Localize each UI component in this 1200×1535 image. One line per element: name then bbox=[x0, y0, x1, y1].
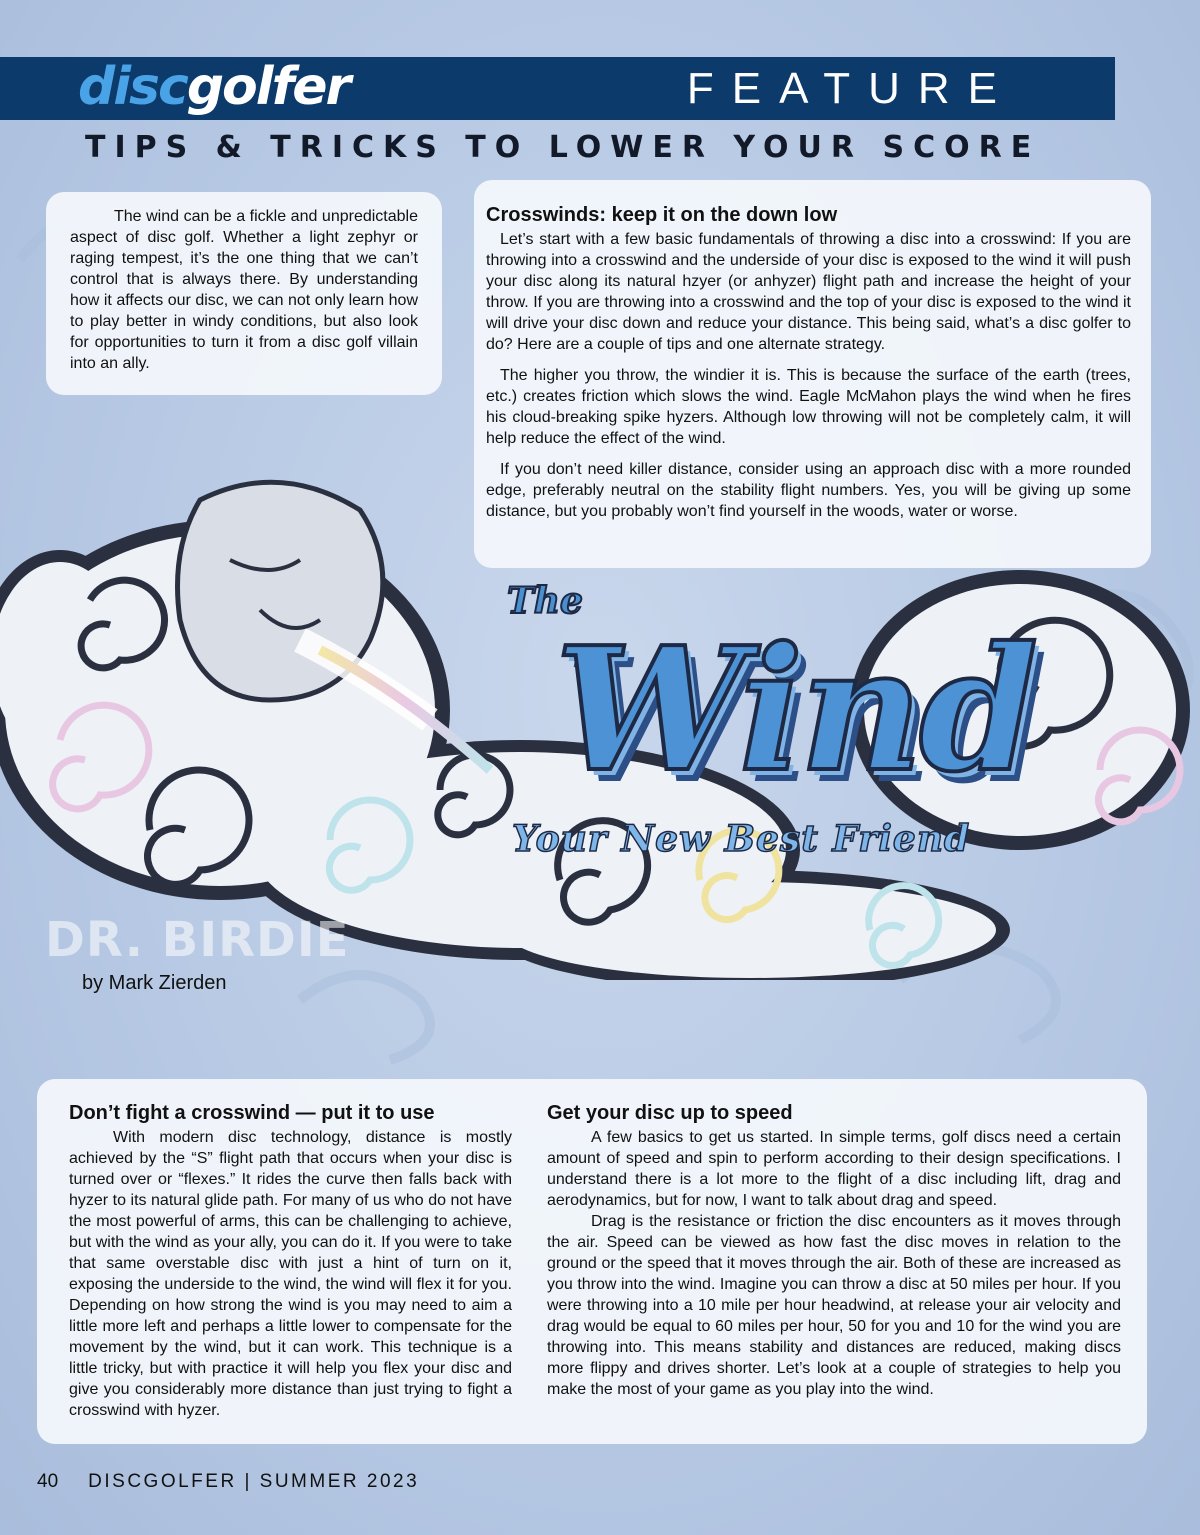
right-column-heading: Get your disc up to speed bbox=[547, 1102, 793, 1124]
right-column-paragraph-2: Drag is the resistance or friction the disc encounters as it moves through the air. Speed can be viewed as how fast the disc moves in relation to the ground or the speed that it moves through the air. Both of these are increased as you throw into the wind. Imagine you can throw a disc at 50 miles per hour. If you were throwing into a 10 mile per hour headwind, at release your air velocity and drag would be equal to 60 miles per hour, 50 for you and 10 for the wind you are throwing into. This means stability and distances are reduced, making discs more flippy and drives shorter. Let’s look at a couple of strategies to help you make the most of your game as you play into the wind. bbox=[547, 1213, 1121, 1398]
section-label: FEATURE bbox=[686, 64, 1015, 113]
right-column-paragraph-1: A few basics to get us started. In simple terms, golf discs need a certain amount of speed and spin to perform according to their design specifications. I understand there is a lot more to the flight of a disc including lift, drag and aerodynamics, but for now, I want to talk about drag and speed. bbox=[547, 1129, 1121, 1209]
tagline: TIPS & TRICKS TO LOWER YOUR SCORE bbox=[85, 130, 1041, 165]
left-column-text: With modern disc technology, distance is mostly achieved by the “S” flight path that occurs when your disc is turned over or “flexes.” It rides the curve then falls back with hyzer to its natural glide path. For many of us who do not have the most powerful of arms, this can be challenging to achieve, but with the wind as your ally, you can do it. If you were to take that same overstable disc with just a hint of turn on it, exposing the underside to the wind, the wind will flex it for you. Depending on how strong the wind is you may need to aim a little more left and perhaps a little lower to compensate for the movement by the wind, but it can work. This technique is a little tricky, but with practice it will help you flex your disc and give you considerably more distance than just trying to fight a crosswind with hyzer. bbox=[69, 1129, 512, 1419]
crosswinds-heading: Crosswinds: keep it on the down low bbox=[486, 204, 838, 226]
publication-info: DISCGOLFER | SUMMER 2023 bbox=[88, 1471, 420, 1492]
page-footer bbox=[37, 1471, 419, 1493]
title-the: The bbox=[507, 580, 583, 622]
left-column bbox=[69, 1101, 512, 1421]
logo-golfer-text: golfer bbox=[186, 57, 350, 117]
title-subtitle: Your New Best Friend bbox=[512, 818, 971, 860]
column-tag: DR. BIRDIE bbox=[45, 912, 350, 968]
bottom-box bbox=[37, 1079, 1147, 1444]
crosswinds-paragraph-3: If you don’t need killer distance, consider using an approach disc with a more rounded edge, preferably neutral on the stability flight numbers. Yes, you will be giving up some distance, but you probably won’t find yourself in the woods, water or worse. bbox=[486, 461, 1131, 520]
right-column bbox=[547, 1101, 1121, 1400]
title-wind: Wind bbox=[555, 610, 1034, 810]
crosswinds-paragraph-2: The higher you throw, the windier it is. This is because the surface of the earth (trees, etc.) creates friction which slows the wind. Eagle McMahon plays the wind when he fires his cloud-breaking spike hyzers. Although low throwing will not be completely calm, it will help reduce the effect of the wind. bbox=[486, 367, 1131, 447]
intro-text: The wind can be a fickle and unpredictable aspect of disc golf. Whether a light zephyr or raging tempest, it’s the one thing that we can’t control that is always there. By understanding how it affects our disc, we can not only learn how to play better in windy conditions, but also look for opportunities to turn it from a disc golf villain into an ally. bbox=[70, 208, 418, 372]
crosswinds-box bbox=[474, 180, 1151, 568]
crosswinds-paragraph-1: Let’s start with a few basic fundamentals of throwing a disc into a crosswind: If you are throwing into a crosswind and the underside of your disc is exposed to the wind it will push your disc along its natural hzyer (or anhyzer) flight path and increase the height of your throw. If you are throwing into a crosswind and the top of your disc is exposed to the wind it will drive your disc down and reduce your distance. This being said, what’s a disc golfer to do? Here are a couple of tips and one alternate strategy. bbox=[486, 231, 1131, 353]
discgolfer-logo bbox=[78, 56, 349, 118]
page-number: 40 bbox=[37, 1471, 59, 1492]
byline: by Mark Zierden bbox=[82, 972, 227, 994]
left-column-heading: Don’t fight a crosswind — put it to use bbox=[69, 1102, 435, 1124]
logo-disc-text: disc bbox=[78, 57, 187, 117]
intro-box bbox=[46, 192, 442, 395]
